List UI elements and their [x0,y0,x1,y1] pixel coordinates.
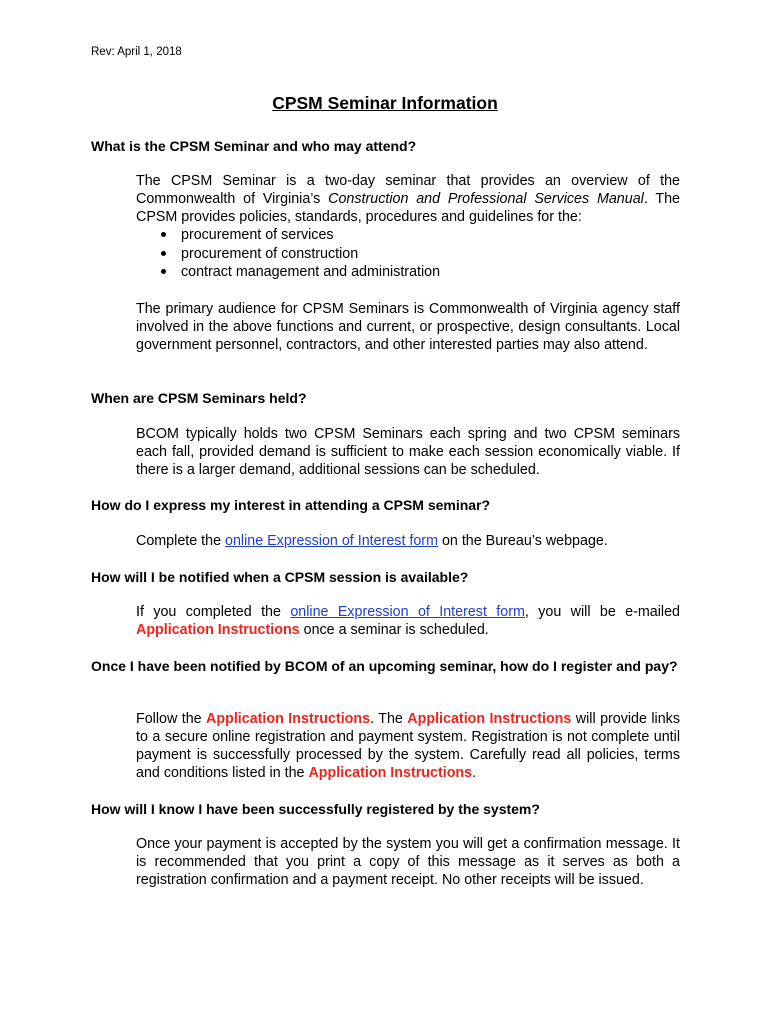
answer-how-notified: If you completed the online Expression of Interest form, you will be e-mailed Application Instructions once a seminar is scheduled. [136,604,681,638]
page-title: CPSM Seminar Information [272,93,498,113]
application-instructions-text: Application Instructions [136,622,300,638]
question-express-interest: How do I express my interest in attending a CPSM seminar? [91,497,491,513]
application-instructions-text: Application Instructions [308,765,473,781]
bullet-icon [161,251,166,256]
question-register-and-pay: Once I have been notified by BCOM of an upcoming seminar, how do I register and pay? [91,658,678,674]
list-item: contract management and administration [136,263,680,282]
bullet-icon [161,269,166,274]
expression-of-interest-link[interactable]: online Expression of Interest form [225,533,438,549]
bullet-list [136,226,680,282]
application-instructions-text: Application Instructions [407,711,572,727]
answer-primary-audience: The primary audience for CPSM Seminars is Commonwealth of Virginia agency staff involved in the above functions and current, or prospective, design consultants. Local government personnel, contractors, and other interested parties may also attend. [136,301,680,353]
answer-register-and-pay: Follow the Application Instructions. The Application Instructions will provide links to a secure online registration and payment system. Registration is not complete until payment is successfully processed by the system. Carefully read all policies, terms and conditions listed in the Application Instructions. [136,711,680,781]
revision-date: Rev: April 1, 2018 [91,46,182,58]
question-how-notified: How will I be notified when a CPSM session is available? [91,569,469,585]
question-registration-confirmation: How will I know I have been successfully registered by the system? [91,801,540,817]
question-who-may-attend: What is the CPSM Seminar and who may attend? [91,138,417,154]
answer-when-held: BCOM typically holds two CPSM Seminars each spring and two CPSM seminars each fall, provided demand is sufficient to make each session economically viable. If there is a larger demand, additional sessions can be scheduled. [136,426,680,478]
list-item: procurement of services [136,226,680,245]
manual-title: Construction and Professional Services Manual [328,191,644,207]
answer-text: The CPSM Seminar is a two-day seminar that provides an overview of the Commonwealth of Virginia’s [136,173,680,207]
answer-who-may-attend [136,172,680,282]
application-instructions-text: Application Instructions [206,711,371,727]
question-when-held: When are CPSM Seminars held? [91,390,307,406]
answer-registration-confirmation: Once your payment is accepted by the system you will get a confirmation message. It is recommended that you print a copy of this message as it serves as both a registration confirmation and a payment receipt. No other receipts will be issued. [136,836,680,888]
answer-express-interest: Complete the online Expression of Interest form on the Bureau’s webpage. [136,533,608,549]
bullet-icon [161,232,166,237]
list-item: procurement of construction [136,245,680,264]
expression-of-interest-link[interactable]: online Expression of Interest form [290,604,525,620]
answer-text: . The CPSM provides policies, standards, procedures and guidelines for the: [136,191,680,225]
